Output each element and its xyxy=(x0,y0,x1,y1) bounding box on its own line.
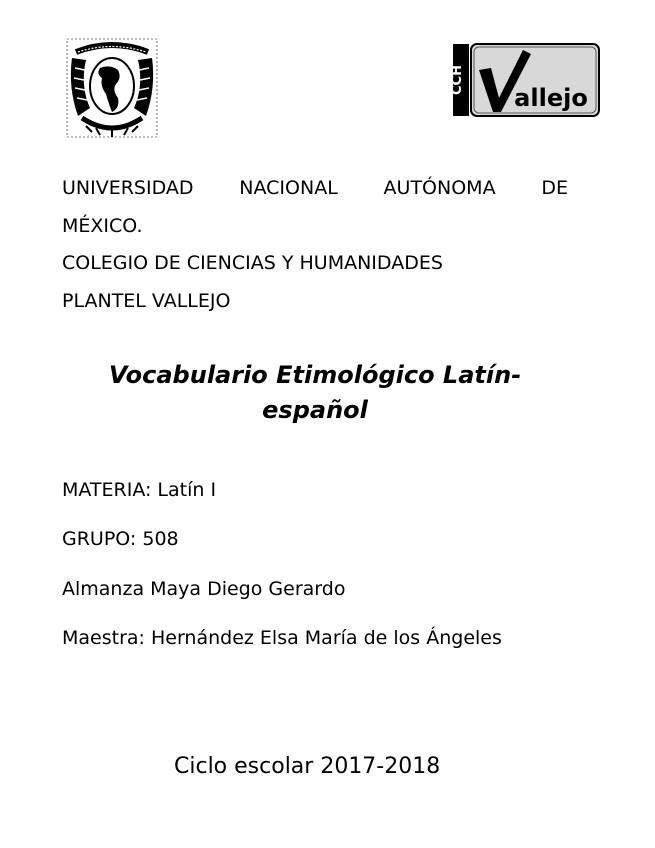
word-nacional: NACIONAL xyxy=(239,177,338,199)
teacher-name: Maestra: Hernández Elsa María de los Ángeles xyxy=(62,627,502,649)
word-de: DE xyxy=(541,177,568,199)
title-line-2: español xyxy=(262,396,368,424)
title-line-1: Vocabulario Etimológico Latín- xyxy=(108,361,522,389)
college-name: COLEGIO DE CIENCIAS Y HUMANIDADES xyxy=(62,252,443,274)
cch-vallejo-logo xyxy=(450,40,603,120)
subject-label: MATERIA: Latín I xyxy=(62,479,217,501)
word-autonoma: AUTÓNOMA xyxy=(383,177,496,199)
school-year: Ciclo escolar 2017-2018 xyxy=(174,754,441,779)
unam-seal-logo xyxy=(66,38,158,138)
svg-text:allejo: allejo xyxy=(514,84,588,112)
institution-name-line-1 xyxy=(62,170,568,208)
institution-name-line-2: MÉXICO. xyxy=(62,214,143,237)
campus-name: PLANTEL VALLEJO xyxy=(62,289,231,312)
group-label: GRUPO: 508 xyxy=(62,528,179,550)
word-universidad: UNIVERSIDAD xyxy=(62,177,194,199)
document-title xyxy=(80,358,550,428)
institution-header xyxy=(62,170,568,320)
student-name: Almanza Maya Diego Gerardo xyxy=(62,578,346,600)
svg-text:CCH: CCH xyxy=(450,65,465,95)
